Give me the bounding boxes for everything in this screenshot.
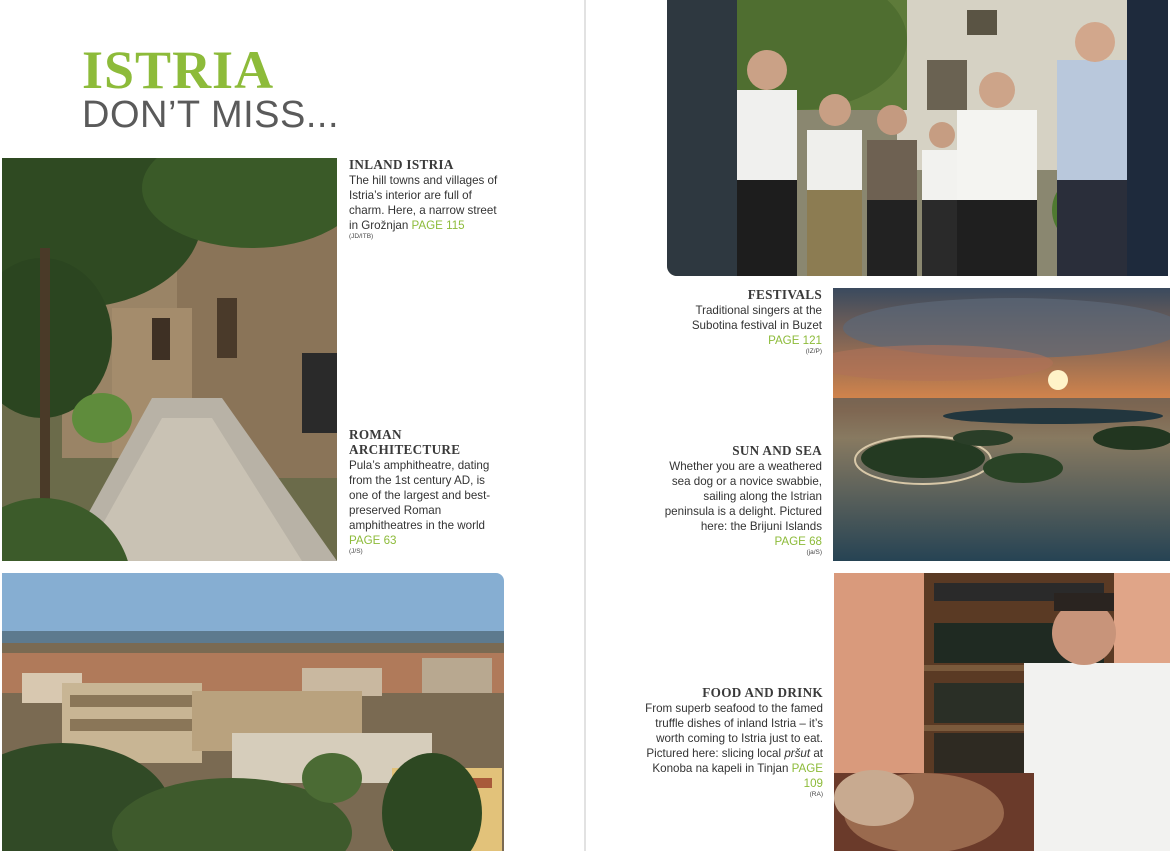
caption-sun-and-sea (660, 443, 822, 557)
photo-credit: (ja/S) (806, 549, 822, 556)
caption-food-and-drink (640, 685, 823, 799)
photo-pula-amphitheatre (2, 573, 504, 851)
caption-body-text: Whether you are a weathered sea dog or a novice swabbie, sailing along the Istrian peninsula is a delight. Pictured here: the Brijuni Islands (664, 460, 822, 533)
caption-italic-term: pršut (784, 747, 811, 760)
caption-body-text: Traditional singers at the Subotina festival in Buzet (691, 304, 822, 332)
caption-heading: INLAND ISTRIA (349, 157, 454, 172)
page-reference-link[interactable]: PAGE 121 (768, 334, 822, 347)
page-subtitle: DON’T MISS... (82, 94, 340, 136)
caption-roman-architecture (349, 427, 497, 556)
photo-credit: (RA) (809, 791, 823, 798)
caption-heading: FESTIVALS (747, 287, 822, 302)
page-spine (584, 0, 586, 851)
caption-heading: ROMAN ARCHITECTURE (349, 427, 461, 457)
caption-body-text-end: at Konoba na kapeli in Tinjan (652, 747, 823, 775)
caption-inland-istria (349, 157, 501, 241)
caption-text (349, 173, 501, 233)
photo-credit: (JD/ITB) (349, 233, 374, 240)
caption-text (640, 701, 823, 791)
caption-festivals (660, 287, 822, 356)
page-title: ISTRIA (82, 40, 275, 100)
photo-brijuni-islands (833, 288, 1170, 561)
photo-food-and-drink (834, 573, 1170, 851)
caption-body-text: The hill towns and villages of Istria’s interior are full of charm. Here, a narrow street in Grožnjan (349, 174, 498, 232)
page-reference-link[interactable]: PAGE 109 (791, 762, 823, 790)
caption-body-text: Pula’s amphitheatre, dating from the 1st century AD, is one of the largest and best-preserved Roman amphitheatres in the world (349, 459, 491, 532)
photo-inland-istria (2, 158, 337, 561)
photo-credit: (IZ/P) (805, 348, 822, 355)
photo-credit: (J/S) (349, 548, 363, 555)
page-reference-link[interactable]: PAGE 63 (349, 534, 397, 547)
page-reference-link[interactable]: PAGE 68 (774, 535, 822, 548)
caption-heading: SUN AND SEA (732, 443, 822, 458)
photo-festival-singers (667, 0, 1168, 276)
page-reference-link[interactable]: PAGE 115 (411, 219, 465, 232)
caption-body-text: From superb seafood to the famed truffle dishes of inland Istria – it’s worth coming to Istria just to eat. Pictured here: slicing local (645, 702, 823, 760)
caption-heading: FOOD AND DRINK (702, 685, 823, 700)
